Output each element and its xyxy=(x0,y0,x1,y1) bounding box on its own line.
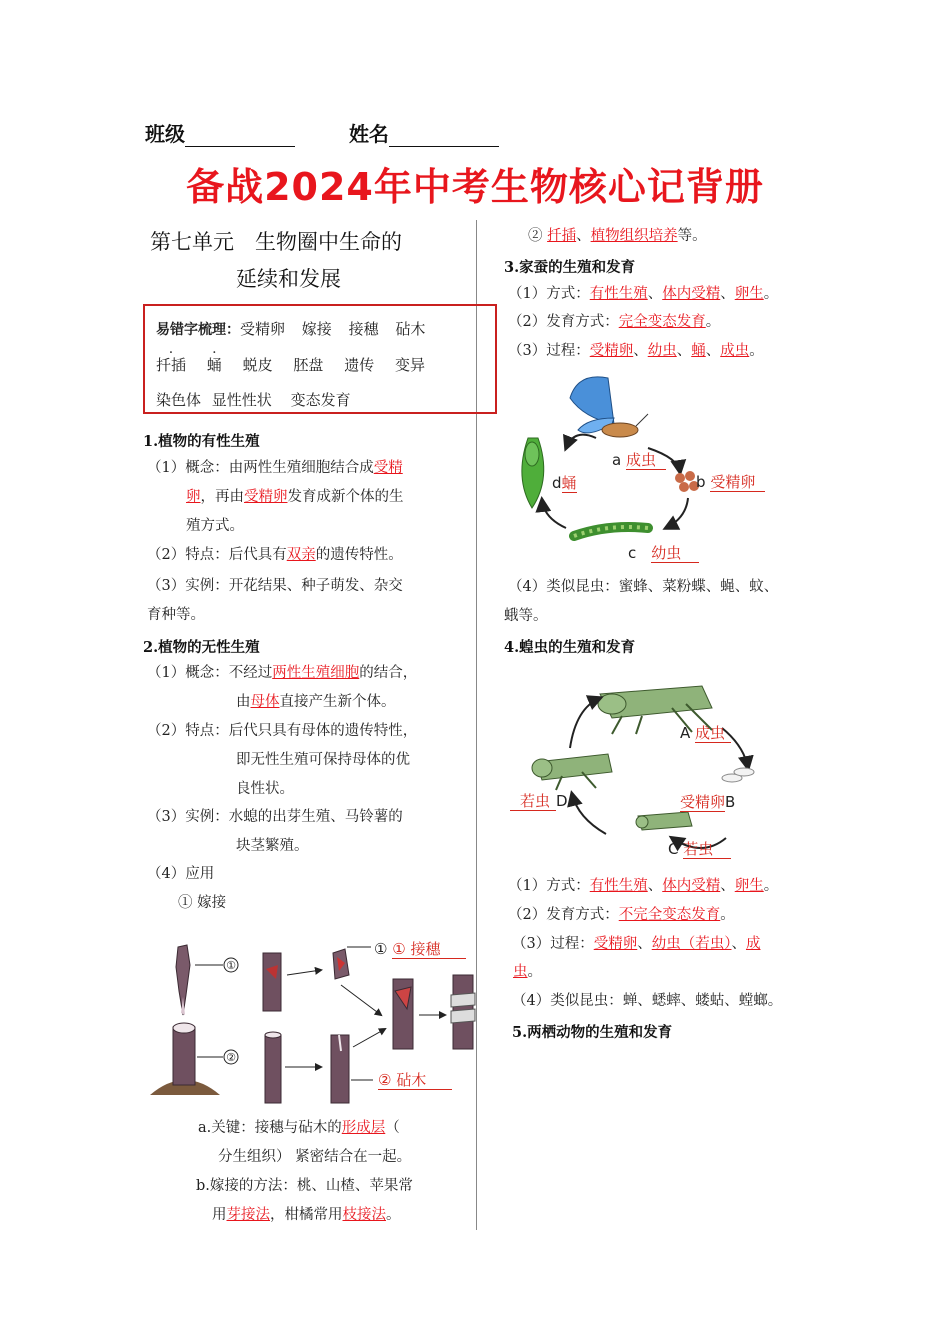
s2-trait-3: 良性状。 xyxy=(236,781,294,797)
s2-example: （3）实例：水螅的出芽生殖、马铃薯的 xyxy=(147,809,403,825)
section-heading: 3.家蚕的生殖和发育 xyxy=(504,259,636,276)
locust-label-c: C 若虫 xyxy=(668,838,731,859)
section-heading: 5.两栖动物的生殖和发育 xyxy=(512,1024,673,1041)
mistake-heading: 易错字梳理： xyxy=(156,322,240,338)
graft-method-2: 用芽接法，柑橘常用枝接法。 xyxy=(212,1207,401,1223)
grafted-stem xyxy=(393,979,413,1049)
silkworm-label-d: d蛹 xyxy=(552,474,577,492)
arrow xyxy=(570,698,600,748)
arrow xyxy=(341,985,381,1015)
class-blank xyxy=(185,128,295,147)
silkworm-similar-2: 蛾等。 xyxy=(504,608,548,624)
branch-graft-stock xyxy=(265,1032,281,1103)
s2-example-2: 块茎繁殖。 xyxy=(236,838,309,854)
arrow xyxy=(542,500,566,528)
word: 蜕皮 xyxy=(242,356,273,374)
word: 遗传 xyxy=(344,356,375,374)
silkworm-process: （3）过程：受精卵、幼虫、蛹、成虫。 xyxy=(508,343,764,359)
s1-example-2: 育种等。 xyxy=(147,607,205,623)
mistake-row-1 xyxy=(156,318,425,339)
s1-concept-2: 卵，再由受精卵发育成新个体的生 xyxy=(186,489,404,505)
marker-2-text: ② xyxy=(226,1051,236,1064)
locust-mode: （1）方式：有性生殖、体内受精、卵生。 xyxy=(508,878,779,894)
silkworm-label-c: c 幼虫 xyxy=(628,542,699,563)
silkworm-mode: （1）方式：有性生殖、体内受精、卵生。 xyxy=(508,286,779,302)
s2-grafting: ① 嫁接 xyxy=(178,895,227,911)
bud-graft-stem xyxy=(263,953,281,1011)
word: 接穗 xyxy=(348,320,379,338)
graft-key-2: 分生组织） 紧密结合在一起。 xyxy=(218,1149,412,1165)
s1-concept: （1）概念：由两性生殖细胞结合成受精 xyxy=(147,460,403,476)
cutting-culture: ② 扦插、植物组织培养等。 xyxy=(528,228,707,244)
graft-method: b.嫁接的方法：桃、山楂、苹果常 xyxy=(196,1178,413,1194)
unit-title-line2: 延续和发展 xyxy=(236,267,341,291)
word: 变态发育 xyxy=(290,391,351,409)
s1-trait: （2）特点：后代具有双亲的遗传特性。 xyxy=(147,547,403,563)
word: 受精卵 xyxy=(240,320,286,338)
locust-process-2: 虫。 xyxy=(513,964,542,980)
locust-similar: （4）类似昆虫：蝉、蟋蟀、蝼蛄、螳螂。 xyxy=(512,993,783,1009)
silkworm-label-b: b 受精卵 xyxy=(696,471,765,492)
graft-key: a.关键：接穗与砧木的形成层（ xyxy=(198,1120,400,1136)
s2-trait-2: 即无性生殖可保持母体的优 xyxy=(236,752,410,768)
class-label: 班级 xyxy=(145,122,185,146)
scion-label: ① ① 接穗 xyxy=(374,938,466,959)
locust-lifecycle-diagram xyxy=(512,668,802,868)
word: 扦插 xyxy=(156,356,187,374)
word: 变异 xyxy=(394,356,425,374)
s1-example: （3）实例：开花结果、种子萌发、杂交 xyxy=(147,578,403,594)
page-title: 备战2024年中考生物核心记背册 xyxy=(186,165,764,209)
scion-twig xyxy=(176,945,190,1015)
name-blank xyxy=(389,128,499,147)
word: 嫁接 xyxy=(301,320,332,338)
word: 砧木 xyxy=(395,320,426,338)
section-heading: 4.蝗虫的生殖和发育 xyxy=(504,639,636,656)
marker-1-text: ① xyxy=(226,959,236,972)
s2-application: （4）应用 xyxy=(147,866,215,882)
s2-trait: （2）特点：后代只具有母体的遗传特性， xyxy=(147,723,418,739)
arrow xyxy=(666,498,688,528)
wrapped-graft xyxy=(451,975,475,1049)
name-label: 姓名 xyxy=(348,122,389,146)
locust-label-a: A 成虫 xyxy=(680,722,731,743)
locust-development: （2）发育方式：不完全变态发育。 xyxy=(508,907,735,923)
locust-label-d: 若虫 D xyxy=(510,790,568,811)
large-nymph xyxy=(532,754,612,790)
locust-process: （3）过程：受精卵、幼虫（若虫）、成 xyxy=(512,936,761,952)
unit-title-line1: 第七单元 生物圈中生命的 xyxy=(150,230,402,254)
mistake-row-3 xyxy=(156,389,351,410)
silkworm-label-a: a 成虫 xyxy=(612,449,666,470)
arrow xyxy=(353,1029,385,1047)
word: 显性性状 xyxy=(211,391,272,409)
word: 胚盘 xyxy=(293,356,324,374)
larva xyxy=(574,527,648,536)
rootstock-label: ② 砧木 xyxy=(378,1069,452,1090)
section-heading: 2.植物的无性生殖 xyxy=(143,639,260,656)
word: 蛹 xyxy=(206,356,222,374)
s2-concept: （1）概念：不经过两性生殖细胞的结合， xyxy=(147,665,418,681)
s1-concept-3: 殖方式。 xyxy=(186,518,244,534)
word: 染色体 xyxy=(156,391,202,409)
rootstock-ground xyxy=(150,1023,220,1095)
locust-eggs xyxy=(722,768,754,782)
class-name-line xyxy=(145,118,499,147)
moth-adult xyxy=(570,377,648,437)
arrow xyxy=(572,794,606,834)
mistake-row-2 xyxy=(156,354,425,375)
locust-label-b: 受精卵B xyxy=(680,793,736,811)
pupa-leaf xyxy=(522,438,544,508)
silkworm-similar: （4）类似昆虫：蜜蜂、菜粉蝶、蝇、蚊、 xyxy=(508,579,779,595)
arrow xyxy=(566,435,596,448)
arrow xyxy=(287,970,321,975)
bud-shield xyxy=(333,949,349,979)
small-nymph xyxy=(636,812,692,830)
s2-concept-2: 由母体直接产生新个体。 xyxy=(236,694,396,710)
section-heading: 1.植物的有性生殖 xyxy=(143,433,260,450)
silkworm-development: （2）发育方式：完全变态发育。 xyxy=(508,314,721,330)
branch-graft-cut xyxy=(331,1035,349,1103)
